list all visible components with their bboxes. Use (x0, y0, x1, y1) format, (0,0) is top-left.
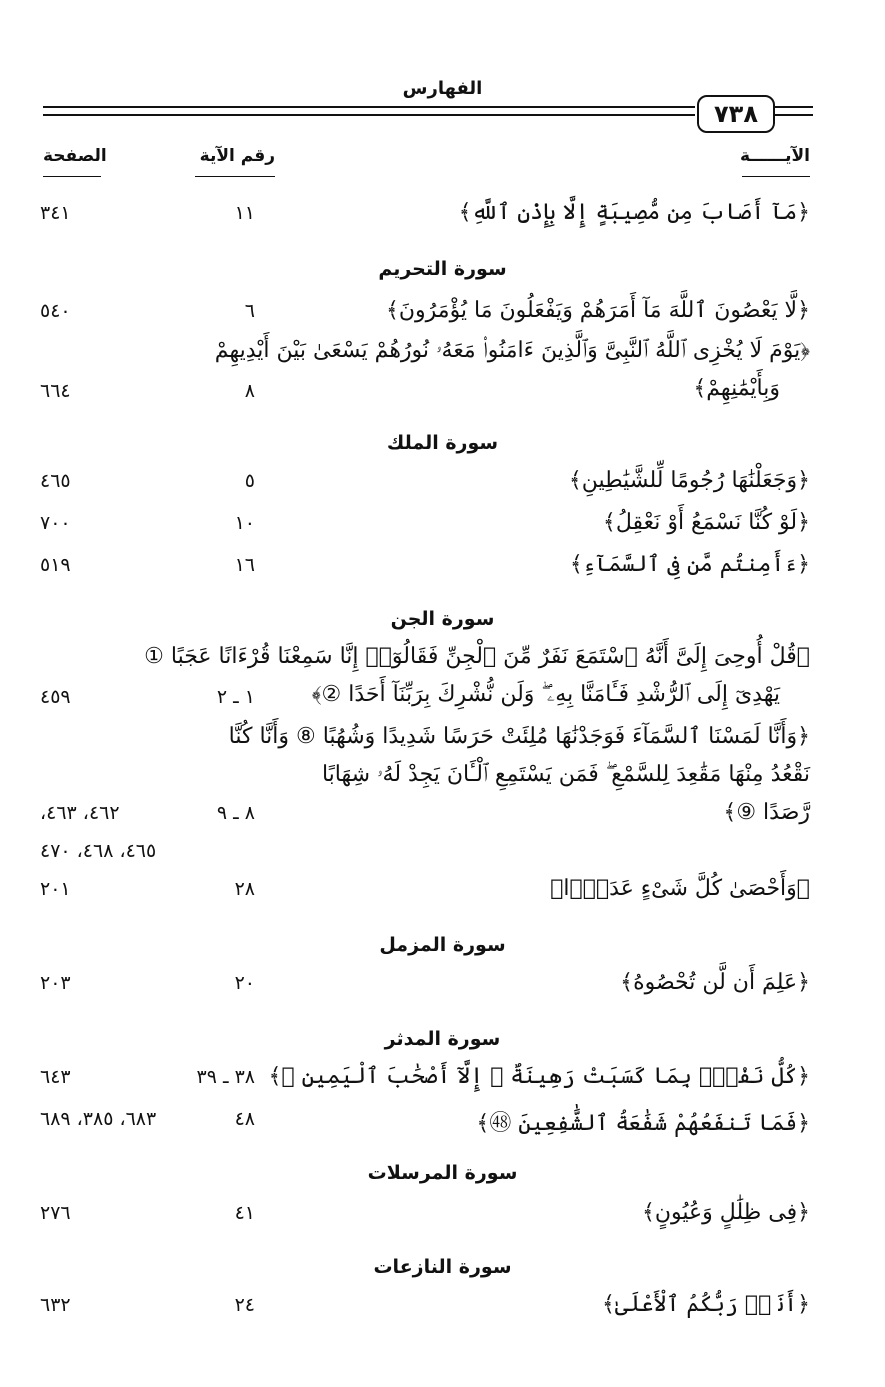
verse-text: ﴿وَأَحْصَىٰ كُلَّ شَىْءٍ عَدَدًۢا﴾ (550, 876, 810, 901)
page-reference: ٥٤٠ (40, 300, 71, 322)
verse-text: ﴿مَآ أَصَابَ مِن مُّصِيبَةٍ إِلَّا بِإِذْنِ ٱللَّهِ﴾ (458, 200, 810, 225)
verse-text: ﴿كُلُّ نَفْسٍۭ بِمَا كَسَبَتْ رَهِينَةٌ ㊳ إِلَّآ أَصْحَٰبَ ٱلْيَمِينِ ㊴﴾ (268, 1064, 810, 1089)
verse-text-line: ﴿يَوْمَ لَا يُخْزِى ٱللَّهُ ٱلنَّبِىَّ وَٱلَّذِينَ ءَامَنُوا۟ مَعَهُۥ نُورُهُمْ يَسْعَىٰ بَيْنَ أَيْدِيهِمْ (214, 338, 810, 363)
surah-heading: سورة الجن (390, 608, 495, 630)
surah-heading: سورة النازعات (373, 1256, 512, 1278)
verse-text-line: ﴿وَأَنَّا لَمَسْنَا ٱلسَّمَآءَ فَوَجَدْنَٰهَا مُلِئَتْ حَرَسًا شَدِيدًا وَشُهُبًا ⑧ وَأَنَّا كُنَّا (228, 724, 810, 749)
page-reference: ٥١٩ (40, 554, 71, 576)
column-header-page: الصفحة (43, 146, 107, 166)
running-header: الفهارس (402, 78, 483, 99)
ayah-number: ٨ (244, 380, 255, 402)
page-reference: ٧٠٠ (40, 512, 71, 534)
column-header-verse: الآيــــــة (739, 146, 810, 166)
ayah-number: ٦ (244, 300, 255, 322)
page-reference: ٢٠٣ (40, 972, 71, 994)
verse-text-line: ﴿قُلْ أُوحِىَ إِلَىَّ أَنَّهُ ٱسْتَمَعَ نَفَرٌ مِّنَ ٱلْجِنِّ فَقَالُوٓا۟ إِنَّا سَمِعْنَا قُرْءَانًا عَجَبًا ① (144, 644, 810, 669)
page-reference: ٦٨٣، ٣٨٥، ٦٨٩ (40, 1108, 157, 1130)
ayah-number: ١١ (234, 202, 255, 224)
ayah-number: ٨ ـ ٩ (216, 802, 255, 824)
page-reference: ٦٣٢ (40, 1294, 71, 1316)
page-reference: ٢٧٦ (40, 1202, 71, 1224)
verse-text-line: يَهْدِىٓ إِلَى ٱلرُّشْدِ فَـَٔامَنَّا بِهِۦ ۖ وَلَن نُّشْرِكَ بِرَبِّنَآ أَحَدًا ②﴾ (311, 682, 780, 707)
page-reference: ٤٦٥، ٤٦٨، ٤٧٠ (40, 840, 157, 862)
verse-text: ﴿فِى ظِلَٰلٍ وَعُيُونٍ﴾ (642, 1200, 810, 1225)
ayah-number: ٤٨ (234, 1108, 255, 1130)
header-rule-right-bottom (773, 114, 813, 116)
verse-text: ﴿لَّا يَعْصُونَ ٱللَّهَ مَآ أَمَرَهُمْ وَيَفْعَلُونَ مَا يُؤْمَرُونَ﴾ (385, 298, 810, 323)
surah-heading: سورة المزمل (379, 934, 506, 956)
ayah-number: ٣٨ ـ ٣٩ (196, 1066, 255, 1088)
page-reference: ٤٦٢، ٤٦٣، (40, 802, 120, 824)
header-rule-right-top (773, 106, 813, 108)
column-header-ayah: رقم الآية (199, 146, 275, 166)
header-rule-left-top (43, 106, 695, 108)
column-header-ayah-underline (195, 176, 275, 177)
verse-text-line: نَقْعُدُ مِنْهَا مَقَٰعِدَ لِلسَّمْعِ ۖ فَمَن يَسْتَمِعِ ٱلْـَٔانَ يَجِدْ لَهُۥ شِهَابًا (321, 762, 810, 787)
page-reference: ٤٦٥ (40, 470, 71, 492)
ayah-number: ٤١ (234, 1202, 255, 1224)
column-header-verse-underline (742, 176, 810, 177)
page-reference: ٣٤١ (40, 202, 71, 224)
verse-text: ﴿وَجَعَلْنَٰهَا رُجُومًا لِّلشَّيَٰطِينِ﴾ (568, 468, 810, 493)
page-reference: ٢٠١ (40, 878, 71, 900)
header-rule-left-bottom (43, 114, 695, 116)
surah-heading: سورة المرسلات (367, 1162, 518, 1184)
page-reference: ٦٦٤ (40, 380, 71, 402)
surah-heading: سورة التحريم (378, 258, 507, 280)
verse-text-line: وَبِأَيْمَٰنِهِمْ﴾ (693, 376, 780, 401)
verse-text: ﴿عَلِمَ أَن لَّن تُحْصُوهُ﴾ (620, 970, 810, 995)
verse-text-line: رَّصَدًا ⑨﴾ (723, 800, 810, 825)
surah-heading: سورة المدثر (384, 1028, 501, 1050)
surah-heading: سورة الملك (386, 432, 499, 454)
verse-text: ﴿ءَأَمِنتُم مَّن فِى ٱلسَّمَآءِ﴾ (569, 552, 810, 577)
page-number: ٧٣٨ (697, 95, 775, 133)
verse-text: ﴿فَمَا تَنفَعُهُمْ شَفَٰعَةُ ٱلشَّٰفِعِينَ ㊽﴾ (476, 1111, 810, 1136)
ayah-number: ٢٠ (234, 972, 255, 994)
ayah-number: ١٠ (234, 512, 255, 534)
verse-text: ﴿أَنَا۠ رَبُّكُمُ ٱلْأَعْلَىٰ﴾ (602, 1292, 810, 1317)
page-reference: ٦٤٣ (40, 1066, 71, 1088)
ayah-number: ٥ (244, 470, 255, 492)
ayah-number: ٢٤ (234, 1294, 255, 1316)
ayah-number: ١ ـ ٢ (216, 686, 255, 708)
page-reference: ٤٥٩ (40, 686, 71, 708)
ayah-number: ٢٨ (234, 878, 255, 900)
ayah-number: ١٦ (234, 554, 255, 576)
column-header-page-underline (43, 176, 101, 177)
verse-text: ﴿لَوْ كُنَّا نَسْمَعُ أَوْ نَعْقِلُ﴾ (602, 510, 810, 535)
